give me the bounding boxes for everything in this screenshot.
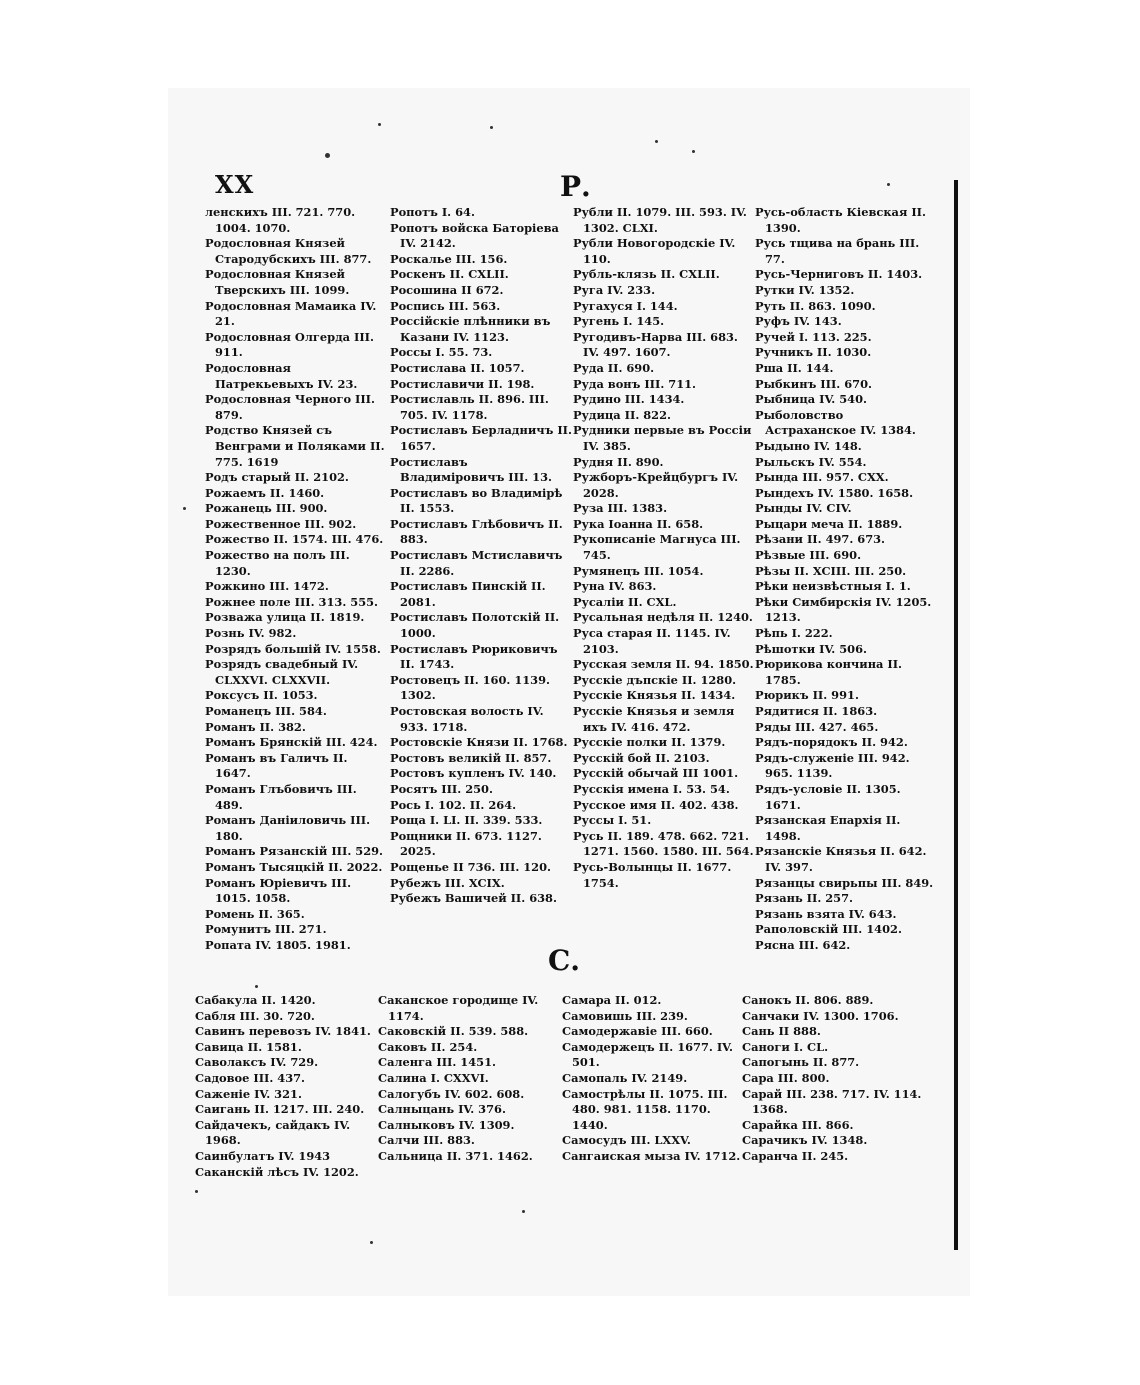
index-entry: Самосудъ III. LXXV.: [562, 1133, 691, 1148]
index-entry: Рѣки Симбирскiя IV. 1205. 1213.: [755, 594, 932, 625]
index-entry: Сабакула II. 1420.: [195, 993, 316, 1007]
index-entry: Сарайка III. 866.: [742, 1117, 854, 1132]
ink-speck: [378, 123, 381, 126]
index-entry: Рюрикъ II. 991.: [755, 688, 859, 703]
index-entry: Саканскiй лѣсъ IV. 1202.: [195, 1164, 359, 1179]
index-entry: Родство Князей съ Венграми и Поляками II. 775. 1619: [205, 423, 385, 469]
index-entry: Романъ Глъбовичъ III. 489.: [205, 781, 357, 812]
index-entry: Русскiя имена I. 53. 54.: [573, 781, 730, 796]
index-entry: Русскiй бой II. 2103.: [573, 750, 710, 765]
index-entry: Рудня II. 890.: [573, 454, 664, 469]
index-entry: Садовое III. 437.: [195, 1070, 306, 1085]
index-entry: Рубли II. 1079. III. 593. IV. 1302. CLXI.: [573, 205, 747, 235]
index-entry: Русь-Волынцы II. 1677. 1754.: [573, 859, 732, 890]
index-entry: Рощники II. 673. 1127. 2025.: [390, 828, 542, 859]
ink-speck: [692, 150, 695, 153]
index-entry: Ростиславль II. 896. III. 705. IV. 1178.: [390, 392, 549, 422]
index-entry: Рядъ-порядокъ II. 942.: [755, 735, 908, 750]
index-entry: Романъ Данiиловичь III. 180.: [205, 813, 371, 843]
index-entry: Рыбница IV. 540.: [755, 392, 867, 407]
index-entry: Русскiе дъпскiе II. 1280.: [573, 672, 737, 687]
index-entry: Ростиславъ Владимiровичъ III. 13.: [390, 454, 552, 485]
index-entry: Роскалье III. 156.: [390, 251, 508, 266]
index-entry: Саковъ II. 254.: [378, 1039, 478, 1054]
index-entry: Рядитися II. 1863.: [755, 704, 878, 718]
index-entry: Рожнее поле III. 313. 555.: [205, 594, 379, 609]
index-entry: Ряснa III. 642.: [755, 937, 851, 952]
index-entry: Росятъ III. 250.: [390, 781, 493, 796]
index-entry: Самопаль IV. 2149.: [562, 1070, 688, 1085]
index-entry: Русальная недѣля II. 1240.: [573, 610, 753, 625]
index-entry: Рында III. 957. CXX.: [755, 470, 889, 485]
index-entry: Родословная Олгерда III. 911.: [205, 329, 374, 360]
index-entry: Рѣзы II. XCIII. III. 250.: [755, 563, 907, 578]
index-entry: Руть II. 863. 1090.: [755, 298, 876, 313]
index-entry: Ростиславъ Полотскiй II. 1000.: [390, 610, 560, 641]
ink-speck: [183, 507, 186, 510]
index-entry: Родословная Князей Тверскихъ III. 1099.: [205, 267, 350, 297]
index-entry: Рынды IV. CIV.: [755, 501, 852, 516]
index-entry: Романъ Брянскiй III. 424.: [205, 735, 378, 750]
index-column: [562, 993, 744, 1165]
index-entry: Рожкино III. 1472.: [205, 579, 329, 594]
index-entry: Росошина II 672.: [390, 282, 504, 297]
index-entry: Розрядъ свадебный IV. CLXXVI. CLXXVII.: [205, 657, 359, 687]
index-entry: Ругодивъ-Нарва III. 683. IV. 497. 1607.: [573, 329, 738, 360]
index-entry: Рука Iоанна II. 658.: [573, 516, 704, 531]
index-entry: Роксусъ II. 1053.: [205, 688, 318, 703]
index-entry: Рожество на полъ III. 1230.: [205, 548, 350, 578]
index-entry: Сарай III. 238. 717. IV. 114. 1368.: [742, 1086, 922, 1117]
index-entry: Ростиславъ Берладничъ II. 1657.: [390, 423, 572, 453]
index-entry: Руга IV. 233.: [573, 282, 656, 297]
section-letter-s: С.: [548, 944, 581, 977]
index-column: [742, 993, 924, 1165]
index-entry: Ромень II. 365.: [205, 906, 305, 921]
ink-speck: [370, 1241, 373, 1244]
index-entry: Рыболовство Астраханское IV. 1384.: [755, 407, 916, 438]
index-entry: Ручей I. 113. 225.: [755, 329, 872, 344]
index-entry: Раполовскiй III. 1402.: [755, 922, 902, 937]
index-entry: Роща I. LI. II. 339. 533.: [390, 813, 543, 828]
index-entry: Рюрикова кончина II. 1785.: [755, 657, 902, 687]
index-entry: Ропотъ войска Баторiева IV. 2142.: [390, 220, 559, 251]
index-entry: Роскенъ II. CXLII.: [390, 267, 509, 282]
index-entry: Рѣпь I. 222.: [755, 626, 833, 641]
index-entry: Романецъ III. 584.: [205, 704, 327, 718]
index-entry: Рукописанiе Магнуса III. 745.: [573, 532, 741, 563]
index-entry: Сабля III. 30. 720.: [195, 1008, 315, 1023]
index-entry: Русскiе Князья и земля ихъ IV. 416. 472.: [573, 704, 735, 734]
index-entry: Самодержецъ II. 1677. IV. 501.: [562, 1039, 733, 1070]
index-entry: Розрядъ большiй IV. 1558.: [205, 641, 381, 656]
index-entry: Саженiе IV. 321.: [195, 1086, 302, 1101]
index-entry: Самовишь III. 239.: [562, 1008, 688, 1023]
index-entry: Русское имя II. 402. 438.: [573, 797, 739, 812]
index-entry: Ростовъ великiй II. 857.: [390, 750, 552, 765]
index-column: [573, 205, 755, 891]
index-entry: Русская земля II. 94. 1850.: [573, 657, 754, 672]
index-entry: Рубль-клязь II. CXLII.: [573, 267, 720, 282]
index-entry: Русскiе Князья II. 1434.: [573, 688, 736, 703]
index-entry: Рязанская Епархiя II. 1498.: [755, 813, 901, 843]
index-entry: Рутки IV. 1352.: [755, 282, 855, 297]
ink-speck: [255, 985, 258, 988]
index-column: [195, 993, 377, 1180]
index-entry: Романъ въ Галичъ II. 1647.: [205, 750, 348, 781]
index-entry: Ростиславъ во Владимiрѣ II. 1553.: [390, 485, 563, 516]
index-entry: Ростиславъ Рюриковичъ II. 1743.: [390, 641, 558, 672]
index-entry: Сань II 888.: [742, 1024, 821, 1039]
index-entry: Саранча II. 245.: [742, 1148, 849, 1163]
index-entry: Саволаксъ IV. 729.: [195, 1055, 319, 1070]
index-entry: Саковскiй II. 539. 588.: [378, 1024, 529, 1039]
index-entry: Сальница II. 371. 1462.: [378, 1148, 533, 1163]
index-entry: Рощенье II 736. III. 120.: [390, 859, 552, 874]
index-column: [205, 205, 387, 954]
index-entry: Русь II. 189. 478. 662. 721. 1271. 1560. 1580. III. 564.: [573, 828, 754, 859]
index-entry: Санокъ II. 806. 889.: [742, 993, 874, 1007]
index-entry: Салныцань IV. 376.: [378, 1102, 506, 1117]
index-entry: Рядъ-условiе II. 1305. 1671.: [755, 781, 901, 812]
ink-speck: [655, 140, 658, 143]
index-entry: Розважа улица II. 1819.: [205, 610, 365, 625]
index-entry: Рындехъ IV. 1580. 1658.: [755, 485, 914, 500]
index-entry: Ромунитъ III. 271.: [205, 922, 327, 937]
index-entry: Родословная Черного III. 879.: [205, 392, 375, 422]
index-entry: Роспись III. 563.: [390, 298, 501, 313]
index-entry: Рожаемъ II. 1460.: [205, 485, 325, 500]
index-entry: Рознь IV. 982.: [205, 626, 297, 641]
index-entry: Ростислава II. 1057.: [390, 360, 525, 375]
index-entry: Россiйскiе плѣнники въ Казани IV. 1123.: [390, 314, 551, 344]
index-entry: Русь-Черниговъ II. 1403.: [755, 267, 923, 282]
index-entry: Ружборъ-Крейцбургъ IV. 2028.: [573, 470, 739, 500]
ink-speck: [522, 1210, 525, 1213]
index-entry: Русь-область Кiевская II. 1390.: [755, 205, 926, 235]
index-entry: Рожественное III. 902.: [205, 516, 357, 531]
index-entry: Рѣки неизвѣстныя I. 1.: [755, 579, 911, 594]
index-entry: Ростовецъ II. 160. 1139. 1302.: [390, 672, 550, 703]
index-entry: Ропотъ I. 64.: [390, 205, 475, 219]
index-entry: Салныковъ IV. 1309.: [378, 1117, 515, 1132]
index-entry: Сайдачекъ, сайдакъ IV. 1968.: [195, 1117, 351, 1148]
index-entry: Ропата IV. 1805. 1981.: [205, 937, 351, 952]
index-entry: Ростовскiе Князи II. 1768.: [390, 735, 568, 750]
index-entry: Родословная Патрекьевыхъ IV. 23.: [205, 360, 358, 391]
ink-speck: [887, 183, 890, 186]
index-entry: Ростиславъ Пинскiй II. 2081.: [390, 579, 546, 609]
index-entry: Русалiи II. CXL.: [573, 594, 677, 609]
index-entry: Рожество II. 1574. III. 476.: [205, 532, 384, 547]
index-entry: Саинбулатъ IV. 1943: [195, 1148, 331, 1163]
index-entry: Романъ Рязанскiй III. 529.: [205, 844, 384, 859]
index-entry: Самодержавiе III. 660.: [562, 1024, 713, 1039]
index-entry: Рыльскъ IV. 554.: [755, 454, 867, 469]
index-entry: Рязань II. 257.: [755, 891, 853, 906]
index-entry: Салина I. CXXVI.: [378, 1070, 489, 1085]
index-entry: Саленга III. 1451.: [378, 1055, 496, 1070]
index-entry: Романъ Тысяцкiй II. 2022.: [205, 859, 383, 874]
page-binding-edge: [954, 180, 958, 1250]
index-entry: Савинъ перевозъ IV. 1841.: [195, 1024, 371, 1039]
index-entry: Рѣзвые III. 690.: [755, 548, 862, 563]
index-entry: Рыцари меча II. 1889.: [755, 516, 903, 531]
index-entry: Ростовская волость IV. 933. 1718.: [390, 704, 544, 734]
index-entry: Рѣзани II. 497. 673.: [755, 532, 886, 547]
index-entry: Руда вонъ III. 711.: [573, 376, 697, 391]
index-entry: Салчи III. 883.: [378, 1133, 475, 1148]
index-entry: Ростиславичи II. 198.: [390, 376, 535, 391]
index-entry: Саканское городище IV. 1174.: [378, 993, 539, 1023]
index-entry: Санчаки IV. 1300. 1706.: [742, 1008, 899, 1023]
index-entry: Ручникъ II. 1030.: [755, 345, 872, 360]
index-entry: Самара II. 012.: [562, 993, 662, 1007]
index-entry: Россы I. 55. 73.: [390, 345, 493, 360]
index-entry: Рубли Новогородскiе IV. 110.: [573, 236, 736, 266]
index-entry: Ростиславъ Мстиславичъ II. 2286.: [390, 548, 563, 578]
index-entry: Сара III. 800.: [742, 1070, 830, 1085]
index-entry: Рязанскiе Князья II. 642. IV. 397.: [755, 844, 927, 874]
index-entry: Рѣшотки IV. 506.: [755, 641, 867, 656]
index-entry: Руна IV. 863.: [573, 579, 657, 594]
index-entry: Рубежъ Вашичей II. 638.: [390, 891, 557, 906]
index-entry: Русскiй обычай III 1001.: [573, 766, 739, 781]
index-entry: Романъ II. 382.: [205, 719, 306, 734]
index-entry: Рязань взята IV. 643.: [755, 906, 897, 921]
index-entry: Саноги I. CL.: [742, 1039, 829, 1054]
ink-speck: [325, 153, 330, 158]
index-entry: Русскiе полки II. 1379.: [573, 735, 726, 750]
index-entry: Руссы I. 51.: [573, 813, 652, 828]
index-entry: Ростиславъ Глѣбовичъ II. 883.: [390, 516, 563, 547]
index-entry: Ряды III. 427. 465.: [755, 719, 879, 734]
page-number: XX: [215, 170, 255, 199]
index-entry: Родословная Мамаика IV. 21.: [205, 298, 377, 329]
index-entry: Сангаиская мыза IV. 1712.: [562, 1148, 741, 1163]
index-entry: Руфъ IV. 143.: [755, 314, 842, 329]
index-entry: Рязанцы свирьпы III. 849.: [755, 875, 934, 890]
index-entry: Руза III. 1383.: [573, 501, 668, 516]
index-column: [390, 205, 572, 907]
ink-speck: [490, 126, 493, 129]
index-entry: Ругень I. 145.: [573, 314, 665, 329]
index-entry: Рубежъ III. XCIX.: [390, 875, 505, 890]
index-entry: Рыдыно IV. 148.: [755, 438, 862, 453]
index-entry: Савица II. 1581.: [195, 1039, 302, 1054]
index-entry: Рось I. 102. II. 264.: [390, 797, 517, 812]
index-entry: Салогубъ IV. 602. 608.: [378, 1086, 525, 1101]
ink-speck: [195, 1190, 198, 1193]
index-entry: Рудники первые въ Россiи IV. 385.: [573, 423, 752, 453]
section-letter-r: Р.: [560, 170, 591, 203]
index-entry: Рыбкинъ III. 670.: [755, 376, 872, 391]
index-entry: Руда II. 690.: [573, 360, 655, 375]
index-entry: Рша II. 144.: [755, 360, 834, 375]
index-column: [755, 205, 937, 954]
index-entry: Родословная Князей Стародубскихъ III. 877.: [205, 236, 372, 266]
index-entry: Сарачикъ IV. 1348.: [742, 1133, 868, 1148]
index-entry: Романъ Юрiевичъ III. 1015. 1058.: [205, 875, 352, 906]
index-entry: ленскихъ III. 721. 770. 1004. 1070.: [205, 205, 356, 235]
index-entry: Самострѣлы II. 1075. III. 480. 981. 1158. 1170. 1440.: [562, 1086, 728, 1132]
index-entry: Рудино III. 1434.: [573, 392, 685, 407]
index-entry: Русь тщива на брань III. 77.: [755, 236, 920, 266]
index-entry: Рудица II. 822.: [573, 407, 671, 422]
index-entry: Румянецъ III. 1054.: [573, 563, 704, 578]
index-entry: Ростовъ купленъ IV. 140.: [390, 766, 557, 781]
index-entry: Рядъ-служенiе III. 942. 965. 1139.: [755, 750, 910, 781]
index-entry: Ругахуся I. 144.: [573, 298, 678, 313]
index-entry: Родъ старый II. 2102.: [205, 470, 349, 485]
index-entry: Рожанець III. 900.: [205, 501, 328, 516]
index-entry: Руса старая II. 1145. IV. 2103.: [573, 626, 731, 656]
index-column: [378, 993, 560, 1165]
index-entry: Сапогынь II. 877.: [742, 1055, 860, 1070]
index-entry: Саигань II. 1217. III. 240.: [195, 1102, 365, 1117]
